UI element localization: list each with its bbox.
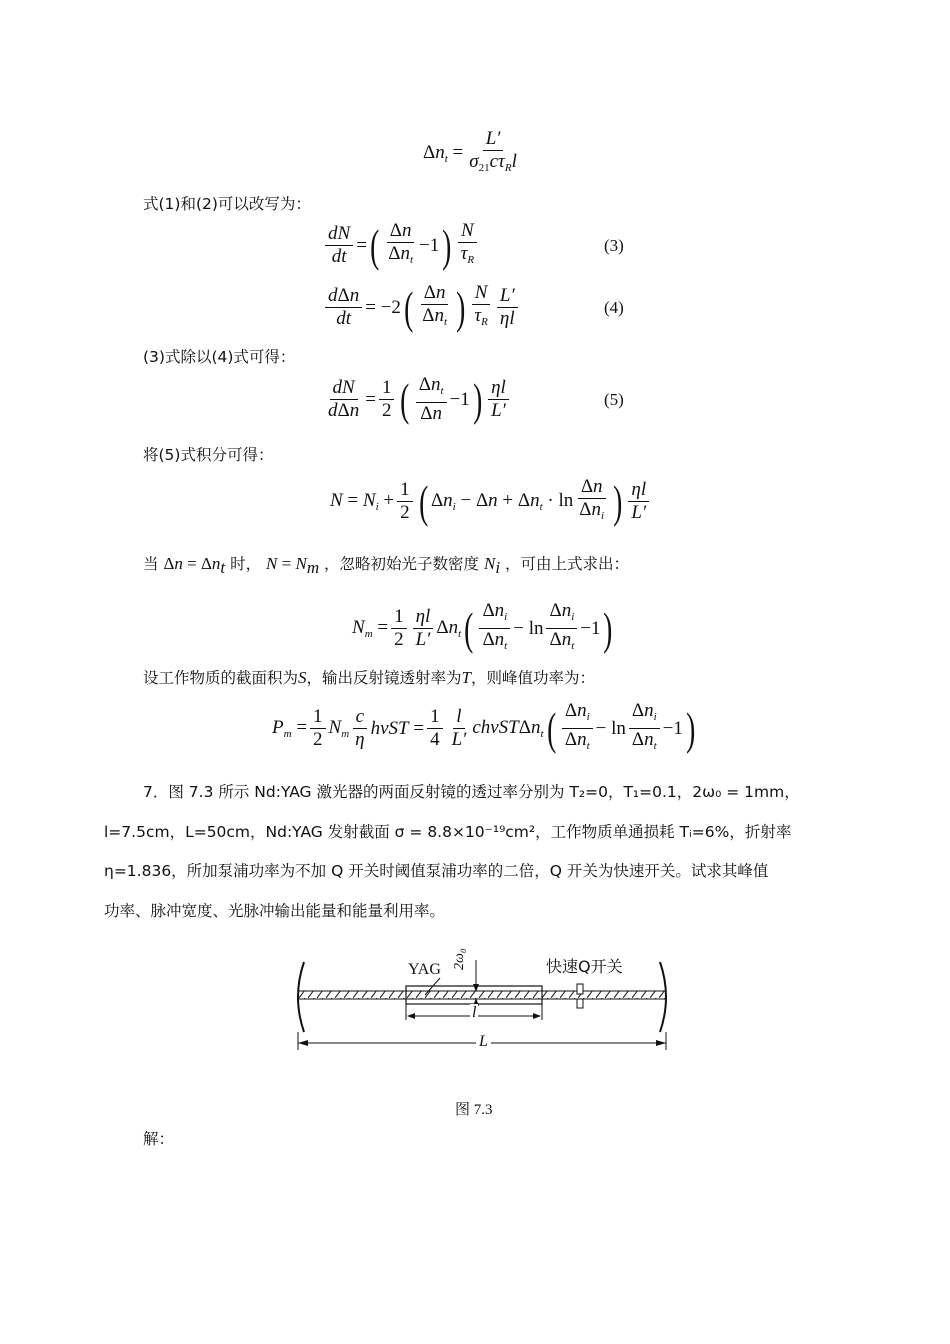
equation-4-number: (4) [604, 298, 624, 317]
threshold-equation: $\Delta n_t$ = $\frac{L'}{\sigma_{21}c\tau_Rl}$ [423, 128, 517, 174]
solution-label: 解： [143, 1130, 175, 1148]
figure-label-qswitch: 快速Q开关 [546, 957, 623, 976]
integrate-intro: 将(5)式积分可得： [143, 446, 274, 464]
setup-text-b: ，输出反射镜透射率为 [306, 669, 462, 687]
equation-3-number: (3) [604, 236, 624, 255]
problem-line-4: 功率、脉冲宽度、光脉冲输出能量和能量利用率。 [104, 902, 446, 920]
problem-line-2: l=7.5cm，L=50cm，Nd:YAG 发射截面 σ = 8.8×10⁻¹⁹cm²，工作物质单通损耗 Tᵢ=6%，折射率 [104, 823, 792, 841]
figure-caption: 图 7.3 [455, 1102, 493, 1118]
setup-text-c: ，则峰值功率为： [471, 669, 596, 687]
equation-3: $\frac{dN}{dt}$ = ( $\frac{\Delta n}{\Delta n_t}$ −1 ) $\frac{N}{\tau_R}$ [322, 220, 480, 271]
condition-text-a: 当 [143, 555, 159, 573]
condition-text-b: 时， [230, 555, 262, 573]
figure-label-yag: YAG [408, 961, 441, 978]
condition-text-c: ，忽略初始光子数密度 [324, 555, 480, 573]
laser-beam [298, 991, 666, 999]
problem-line-3: η=1.836，所加泵浦功率为不加 Q 开关时阈值泵浦功率的二倍，Q 开关为快速开关。试求其峰值 [104, 862, 769, 880]
condition-text-d: ，可由上式求出： [505, 555, 630, 573]
setup-text-a: 设工作物质的截面积为 [143, 669, 299, 687]
divide-intro: (3)式除以(4)式可得： [143, 348, 296, 366]
integrated-equation: $N = N_i$ + $\frac{1}{2}$ ( $\Delta n_i - \Delta n + \Delta n_t \cdot \ln$ $\frac{\Delta n}{\Delta n_i}$ ) $\frac{\eta l}{L'}$ [330, 476, 652, 527]
pm-equation: $P_m$ = $\frac{1}{2}$ $N_m$ $\frac{c}{\eta}$ hνST = $\frac{1}{4}$ $\frac{l}{L'}$ chνSTΔn$_t$ ( $\frac{\Delta n_i}{\Delta n_t}$ − ln $\frac{\Delta n_i}{\Delta n_t}$ −1 ) [272, 700, 696, 754]
rewrite-intro: 式(1)和(2)可以改写为： [143, 195, 311, 213]
nm-equation: $N_m$ = $\frac{1}{2}$ $\frac{\eta l}{L'}$ $\Delta n_t$ ( $\frac{\Delta n_i}{\Delta n_t}$ − ln $\frac{\Delta n_i}{\Delta n_t}$ −1 ) [352, 600, 613, 654]
setup-line: 设工作物质的截面积为S，输出反射镜透射率为T，则峰值功率为： [143, 668, 596, 687]
condition-line: 当 $\Delta n = \Delta n_t$ 时， $N = N_m$ ，忽略初始光子数密度 $N_i$ ，可由上式求出： [143, 554, 630, 577]
figure-label-waist: 2ω₀ [452, 948, 467, 970]
equation-5: $\frac{dN}{\text{dΔn}}$ = $\frac{1}{2}$ ( $\frac{\Delta n_t}{\Delta n}$ −1 ) $\frac{\eta l}{L'}$ [322, 374, 512, 425]
figure-label-L: L [476, 1033, 491, 1051]
q-switch [577, 984, 583, 994]
problem-line-1: 7．图 7.3 所示 Nd:YAG 激光器的两面反射镜的透过率分别为 T₂=0，T₁=0.1，2ω₀ = 1mm， [143, 783, 800, 801]
equation-5-number: (5) [604, 390, 624, 409]
figure-label-l: l [472, 1004, 477, 1021]
equation-4: $\frac{\text{dΔn}}{dt}$ = −2 ( $\frac{\Delta n}{\Delta n_t}$ ) $\frac{N}{\tau_R}$ $\frac{L'}{\eta l}$ [322, 282, 521, 333]
